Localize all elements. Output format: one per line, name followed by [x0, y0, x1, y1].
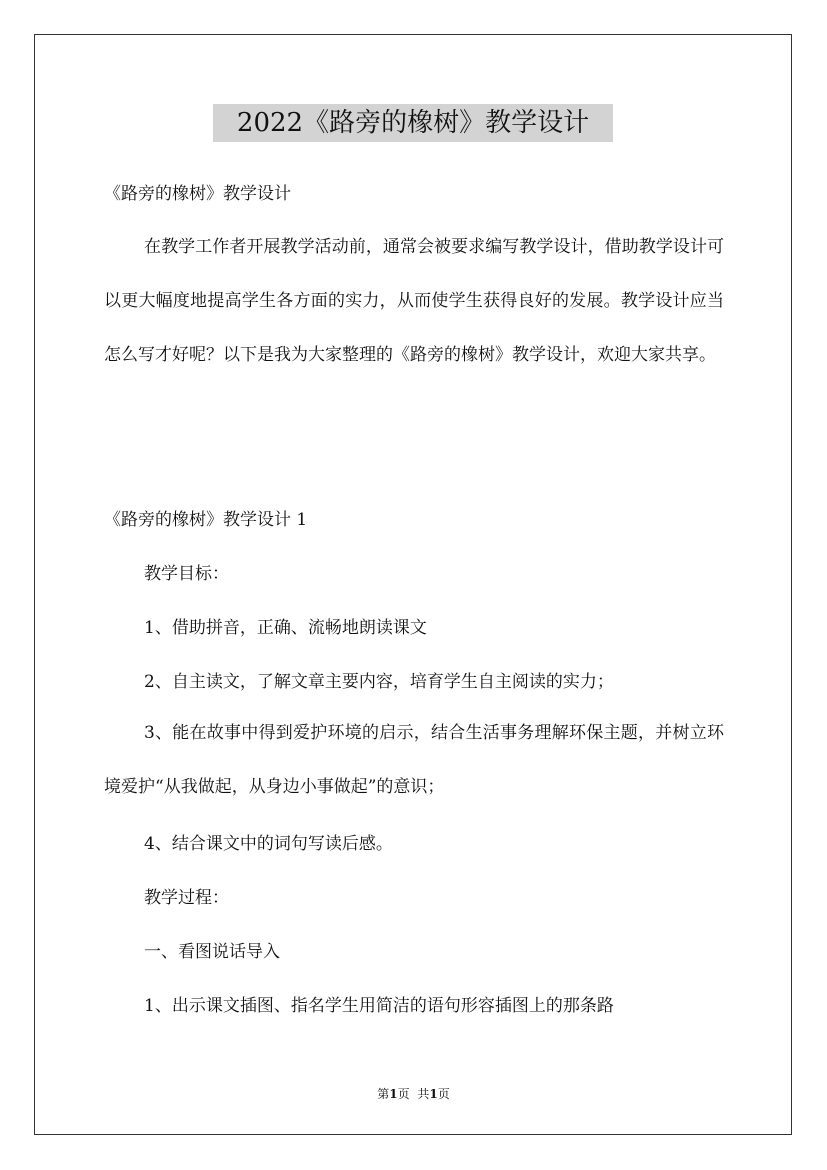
step-item-1-1: 1、出示课文插图、指名学生用简洁的语句形容插图上的那条路 [144, 996, 614, 1016]
goal-item-1: 1、借助拼音，正确、流畅地朗读课文 [144, 618, 427, 638]
section-heading: 《路旁的橡树》教学设计 1 [104, 510, 308, 530]
goal-item-4: 4、结合课文中的词句写读后感。 [144, 834, 393, 854]
document-title: 2022《路旁的橡树》教学设计 [213, 104, 613, 142]
goal-item-3 [104, 706, 724, 814]
page-number: 1 [389, 1087, 398, 1101]
total-suffix: 页 [437, 1087, 450, 1101]
page-suffix: 页 [397, 1087, 410, 1101]
total-prefix: 共 [417, 1087, 430, 1101]
intro-paragraph [104, 220, 724, 382]
total-number: 1 [429, 1087, 438, 1101]
page-prefix: 第 [377, 1087, 390, 1101]
goal-item-2: 2、自主读文，了解文章主要内容，培育学生自主阅读的实力； [144, 672, 614, 692]
goal-item-3-text: 3、能在故事中得到爱护环境的启示，结合生活事务理解环保主题，并树立环境爱护“从我做起，从身边小事做起”的意识； [104, 723, 724, 797]
step-heading-1: 一、看图说话导入 [144, 942, 280, 962]
document-subtitle: 《路旁的橡树》教学设计 [104, 184, 291, 204]
process-label: 教学过程： [144, 888, 229, 908]
intro-text: 在教学工作者开展教学活动前，通常会被要求编写教学设计，借助教学设计可以更大幅度地提高学生各方面的实力，从而使学生获得良好的发展。教学设计应当怎么写才好呢？以下是我为大家整理的《路旁的橡树》教学设计，欢迎大家共享。 [104, 237, 724, 365]
page-footer [0, 1085, 827, 1102]
goals-label: 教学目标： [144, 564, 229, 584]
